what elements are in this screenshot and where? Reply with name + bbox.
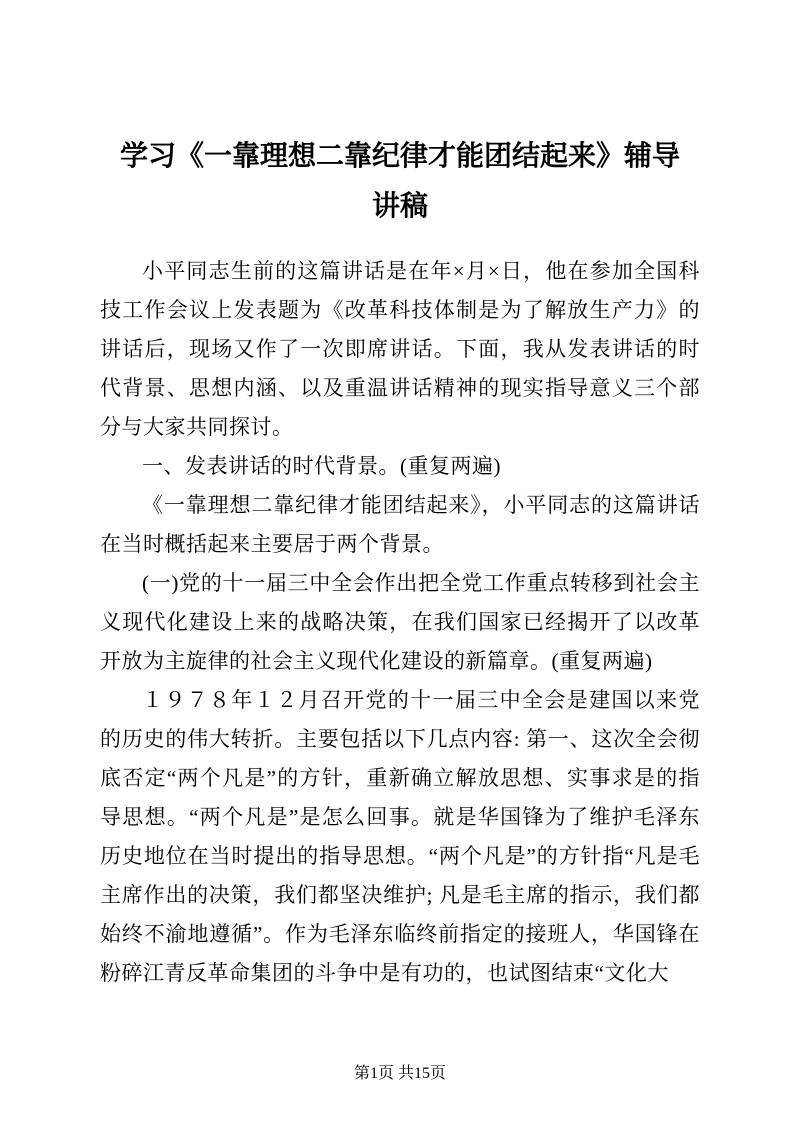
paragraph-background-lead: 《一靠理想二靠纪律才能团结起来》，小平同志的这篇讲话在当时概括起来主要居于两个背景。 [100, 493, 700, 556]
title-line-2: 讲稿 [371, 191, 428, 222]
page-footer [0, 1060, 800, 1083]
paragraph-section-heading: 一、发表讲话的时代背景。(重复两遍) [142, 454, 501, 478]
paragraph-plenum-detail: １９７８年１２月召开党的十一届三中全会是建国以来党的历史的伟大转折。主要包括以下几点内容: 第一、这次全会彻底否定“两个凡是”的方针，重新确立解放思想、实事求是的指导思想。“两个凡是”是怎么回事。就是华国锋为了维护毛泽东历史地位在当时提出的指导思想。“两个凡是”的方针指“凡是毛主席作出的决策，我们都坚决维护; 凡是毛主席的指示，我们都始终不渝地遵循”。作为毛泽东临终前指定的接班人，华国锋在粉碎江青反革命集团的斗争中是有功的，也试图结束“文化大 [100, 688, 700, 985]
paragraph-intro: 小平同志生前的这篇讲话是在年×月×日，他在参加全国科技工作会议上发表题为《改革科技体制是为了解放生产力》的讲话后，现场又作了一次即席讲话。下面，我从发表讲话的时代背景、思想内涵、以及重温讲话精神的现实指导意义三个部分与大家共同探讨。 [100, 259, 700, 439]
document-body [100, 252, 700, 993]
title-line-1: 学习《一靠理想二靠纪律才能团结起来》辅导 [119, 141, 680, 172]
page-number-label: 第1页 共15页 [353, 1065, 446, 1082]
document-title [100, 132, 700, 232]
paragraph-background-one: (一)党的十一届三中全会作出把全党工作重点转移到社会主义现代化建设上来的战略决策，在我们国家已经揭开了以改革开放为主旋律的社会主义现代化建设的新篇章。(重复两遍) [100, 571, 700, 673]
